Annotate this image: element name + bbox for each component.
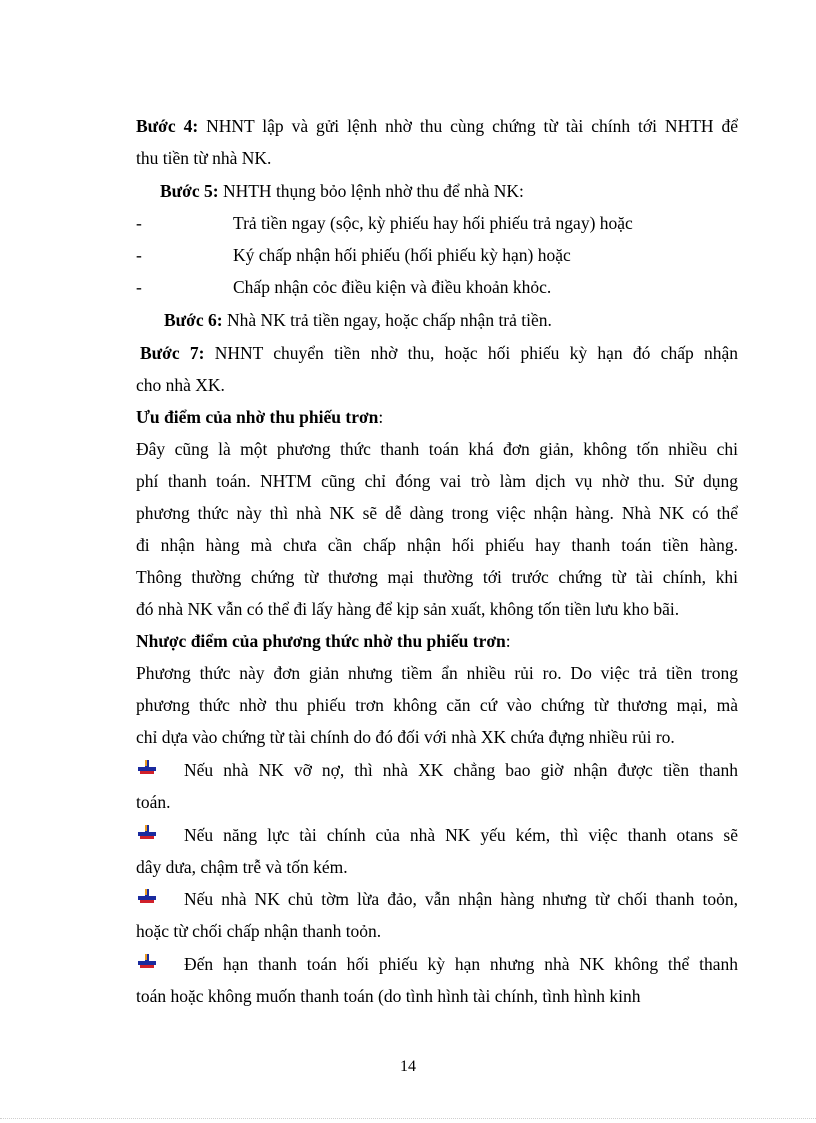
step6-text: Nhà NK trả tiền ngay, hoặc chấp nhận trả tiền. [222,310,552,330]
step7-text1: NHNT chuyển tiền nhờ thu, hoặc hối phiếu kỳ hạn đó chấp nhận [204,343,738,363]
dash-item-text: Ký chấp nhận hối phiếu (hối phiếu kỳ hạn) hoặc [233,245,571,265]
dash-item-text: Trả tiền ngay (sộc, kỳ phiếu hay hối phiếu trả ngay) hoặc [233,213,633,233]
step4-line1 [136,115,738,137]
arrow-cross-bullet-icon [136,887,158,909]
dash-marker: - [136,245,142,265]
risk-bullet-line1: Nếu năng lực tài chính của nhà NK yếu kém, thì việc thanh otans sẽ [184,825,738,845]
step7-line2: cho nhà XK. [136,375,225,395]
risk-bullet-line2: toán. [136,792,171,812]
risk-bullet-line1: Nếu nhà NK chủ tờm lừa đảo, vẫn nhận hàng nhưng từ chối thanh toỏn, [184,889,738,909]
risk-bullet-line2: dây dưa, chậm trễ và tốn kém. [136,857,348,877]
step6-label: Bước 6: [164,310,223,330]
disadvantages-line: phương thức nhờ thu phiếu trơn không căn cứ vào chứng từ thương mại, mà [136,695,738,715]
advantages-heading-text: Ưu điểm của nhờ thu phiếu trơn [136,407,379,427]
step5-label: Bước 5: [160,181,219,201]
step7-line1 [140,342,738,364]
risk-bullet-line1: Nếu nhà NK vỡ nợ, thì nhà XK chẳng bao giờ nhận được tiền thanh [184,760,738,780]
footer-divider [0,1118,816,1119]
arrow-cross-bullet-icon [136,952,158,974]
disadvantages-line: Phương thức này đơn giản nhưng tiềm ẩn nhiều rủi ro. Do việc trả tiền trong [136,663,738,683]
disadvantages-heading [136,630,738,652]
page-number: 14 [400,1058,416,1075]
step5-text: NHTH thụng bỏo lệnh nhờ thu để nhà NK: [218,181,524,201]
arrow-cross-bullet-icon [136,758,158,780]
step7-label: Bước 7: [140,343,205,363]
advantages-line: Đây cũng là một phương thức thanh toán khá đơn giản, không tốn nhiều chi [136,439,738,459]
dash-marker: - [136,213,142,233]
arrow-cross-bullet-icon [136,823,158,845]
advantages-line: Thông thường chứng từ thương mại thường tới trước chứng từ tài chính, khi [136,567,738,587]
disadvantages-heading-text: Nhược điểm của phương thức nhờ thu phiếu trơn [136,631,506,651]
advantages-line: đó nhà NK vẫn có thể đi lấy hàng để kịp sản xuất, không tốn tiền lưu kho bãi. [136,599,680,619]
step6-line [164,309,766,331]
risk-bullet-line1: Đến hạn thanh toán hối phiếu kỳ hạn nhưng nhà NK không thể thanh [184,954,738,974]
advantages-line: phí thanh toán. NHTM cũng chỉ đóng vai trò làm dịch vụ nhờ thu. Sử dụng [136,471,738,491]
advantages-heading [136,406,738,428]
dash-marker: - [136,277,142,297]
step4-line2: thu tiền từ nhà NK. [136,148,272,168]
step4-label: Bước 4: [136,116,199,136]
disadvantages-line: chỉ dựa vào chứng từ tài chính do đó đối với nhà XK chứa đựng nhiều rủi ro. [136,727,675,747]
risk-bullet-line2: toán hoặc không muốn thanh toán (do tình hình tài chính, tình hình kinh [136,986,641,1006]
step5-line [160,180,762,202]
dash-item-text: Chấp nhận cỏc điều kiện và điều khoản khỏc. [233,277,552,297]
advantages-line: phương thức này thì nhà NK sẽ dễ dàng trong việc nhận hàng. Nhà NK có thể [136,503,738,523]
advantages-heading-colon: : [378,407,384,427]
risk-bullet-line2: hoặc từ chối chấp nhận thanh toỏn. [136,921,382,941]
disadvantages-heading-colon: : [505,631,511,651]
step4-text1: NHNT lập và gửi lệnh nhờ thu cùng chứng từ tài chính tới NHTH để [198,116,738,136]
advantages-line: đi nhận hàng mà chưa cần chấp nhận hối phiếu hay thanh toán tiền hàng. [136,535,738,555]
